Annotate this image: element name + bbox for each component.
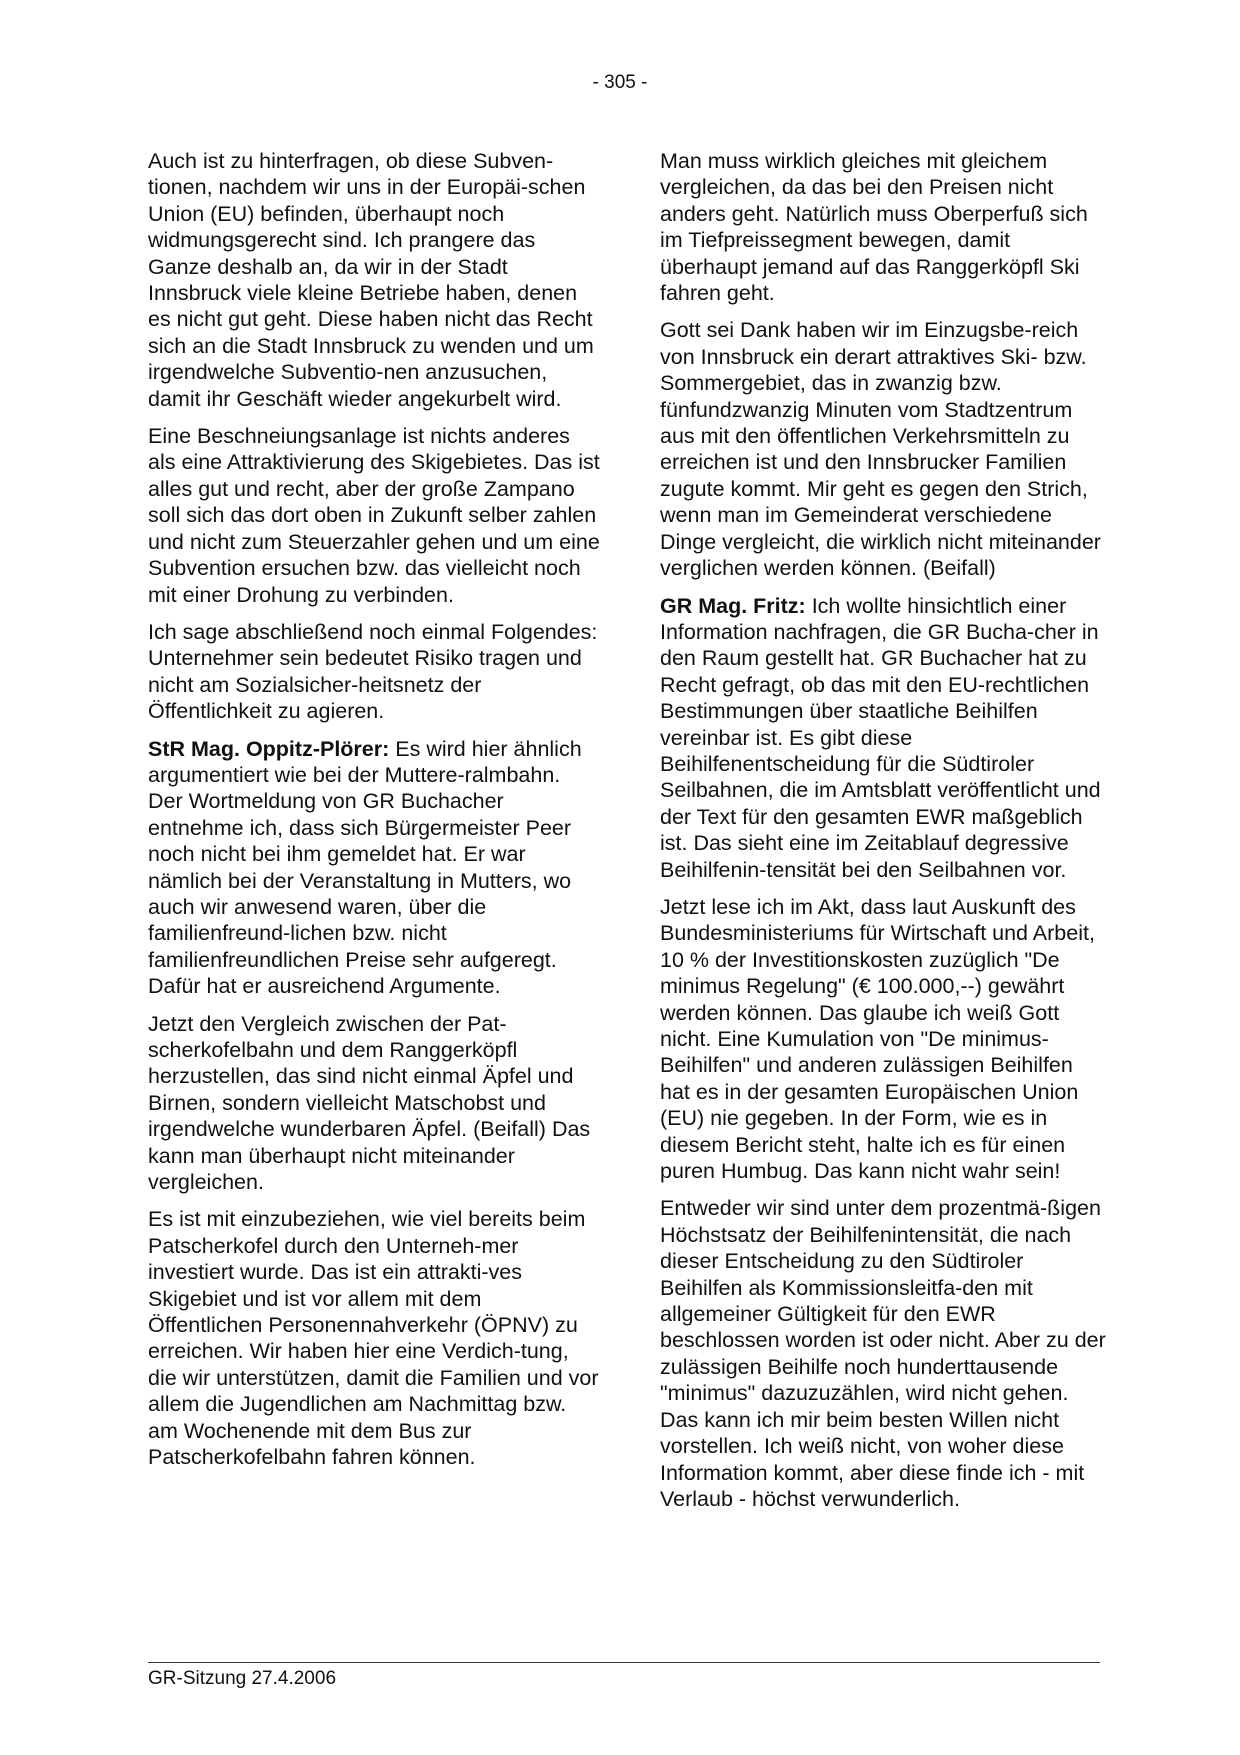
footer-text: GR-Sitzung 27.4.2006 [148,1668,337,1689]
paragraph [148,736,600,1000]
paragraph: Entweder wir sind unter dem prozentmä-ßigen Höchstsatz der Beihilfenintensität, die nach dieser Entscheidung zu den Südtiroler Beihilfen als Kommissionsleitfa-den mit allgemeiner Gültigkeit für den EWR beschlossen worden ist oder nicht. Aber zu der zulässigen Beihilfe noch hunderttausende "minimus" dazuzuzählen, wird nicht gehen. Das kann ich mir beim besten Willen nicht vorstellen. Ich weiß nicht, von woher diese Information kommt, aber diese finde ich - mit Verlaub - höchst verwunderlich. [660,1196,1106,1511]
left-column [148,148,600,1482]
paragraph [660,593,1106,883]
speaker-name: StR Mag. Oppitz-Plörer: [148,736,390,761]
paragraph: Eine Beschneiungsanlage ist nichts anderes als eine Attraktivierung des Skigebietes. Das ist alles gut und recht, aber der große Zampano soll sich das dort oben in Zukunft selber zahlen und nicht zum Steuerzahler gehen und um eine Subvention ersuchen bzw. das vielleicht noch mit einer Drohung zu verbinden. [148,424,600,607]
speech-text: Es wird hier ähnlich argumentiert wie bei der Muttere-ralmbahn. Der Wortmeldung von GR Buchacher entnehme ich, dass sich Bürgermeister Peer noch nicht bei ihm gemeldet hat. Er war nämlich bei der Veranstaltung in Mutters, wo auch wir anwesend waren, über die familienfreund-lichen bzw. nicht familienfreundlichen Preise sehr aufgeregt. Dafür hat er ausreichend Argumente. [148,736,582,999]
page-number: - 305 - [592,72,648,93]
right-column [660,148,1106,1523]
paragraph: Man muss wirklich gleiches mit gleichem vergleichen, da das bei den Preisen nicht anders geht. Natürlich muss Oberperfuß sich im Tiefpreissegment bewegen, damit überhaupt jemand auf das Ranggerköpfl Ski fahren geht. [660,149,1088,306]
paragraph: Auch ist zu hinterfragen, ob diese Subven-tionen, nachdem wir uns in der Europäi-schen Union (EU) befinden, überhaupt noch widmungsgerecht sind. Ich prangere das Ganze deshalb an, da wir in der Stadt Innsbruck viele kleine Betriebe haben, denen es nicht gut geht. Diese haben nicht das Recht sich an die Stadt Innsbruck zu wenden und um irgendwelche Subventio-nen anzusuchen, damit ihr Geschäft wieder angekurbelt wird. [148,149,594,411]
paragraph: Jetzt den Vergleich zwischen der Pat-scherkofelbahn und dem Ranggerköpfl herzustellen, das sind nicht einmal Äpfel und Birnen, sondern vielleicht Matschobst und irgendwelche wunderbaren Äpfel. (Beifall) Das kann man überhaupt nicht miteinander vergleichen. [148,1011,591,1195]
speaker-name: GR Mag. Fritz: [660,593,806,618]
paragraph: Gott sei Dank haben wir im Einzugsbe-reich von Innsbruck ein derart attraktives Ski- bzw. Sommergebiet, das in zwanzig bzw. fünfundzwanzig Minuten vom Stadtzentrum aus mit den öffentlichen Verkehrsmitteln zu erreichen ist und den Innsbrucker Familien zugute kommt. Mir geht es gegen den Strich, wenn man im Gemeinderat verschiedene Dinge vergleicht, die wirklich nicht miteinander verglichen werden können. (Beifall) [660,318,1101,581]
paragraph: Jetzt lese ich im Akt, dass laut Auskunft des Bundesministeriums für Wirtschaft und Arbeit, 10 % der Investitionskosten zuzüglich "De minimus Regelung" (€ 100.000,--) gewährt werden können. Das glaube ich weiß Gott nicht. Eine Kumulation von "De minimus-Beihilfen" und anderen zulässigen Beihilfen hat es in der gesamten Europäischen Union (EU) nie gegeben. In der Form, wie es in diesem Bericht steht, halte ich es für einen puren Humbug. Das kann nicht wahr sein! [660,894,1095,1184]
paragraph: Es ist mit einzubeziehen, wie viel bereits beim Patscherkofel durch den Unterneh-mer investiert wurde. Das ist ein attrakti-ves Skigebiet und ist vor allem mit dem Öffentlichen Personennahverkehr (ÖPNV) zu erreichen. Wir haben hier eine Verdich-tung, die wir unterstützen, damit die Familien und vor allem die Jugendlichen am Nachmittag bzw. am Wochenende mit dem Bus zur Patscherkofelbahn fahren können. [148,1207,599,1470]
paragraph: Ich sage abschließend noch einmal Folgendes: Unternehmer sein bedeutet Risiko tragen und nicht am Sozialsicher-heitsnetz der Öffentlichkeit zu agieren. [148,619,598,724]
speech-text: Ich wollte hinsichtlich einer Information nachfragen, die GR Bucha-cher in den Raum gestellt hat. GR Buchacher hat zu Recht gefragt, ob das mit den EU-rechtlichen Bestimmungen über staatliche Beihilfen vereinbar ist. Es gibt diese Beihilfenentscheidung für die Südtiroler Seilbahnen, die im Amtsblatt veröffentlicht und der Text für den gesamten EWR maßgeblich ist. Das sieht eine im Zeitablauf degressive Beihilfenin-tensität bei den Seilbahnen vor. [660,593,1101,882]
footer-divider [148,1662,1100,1663]
